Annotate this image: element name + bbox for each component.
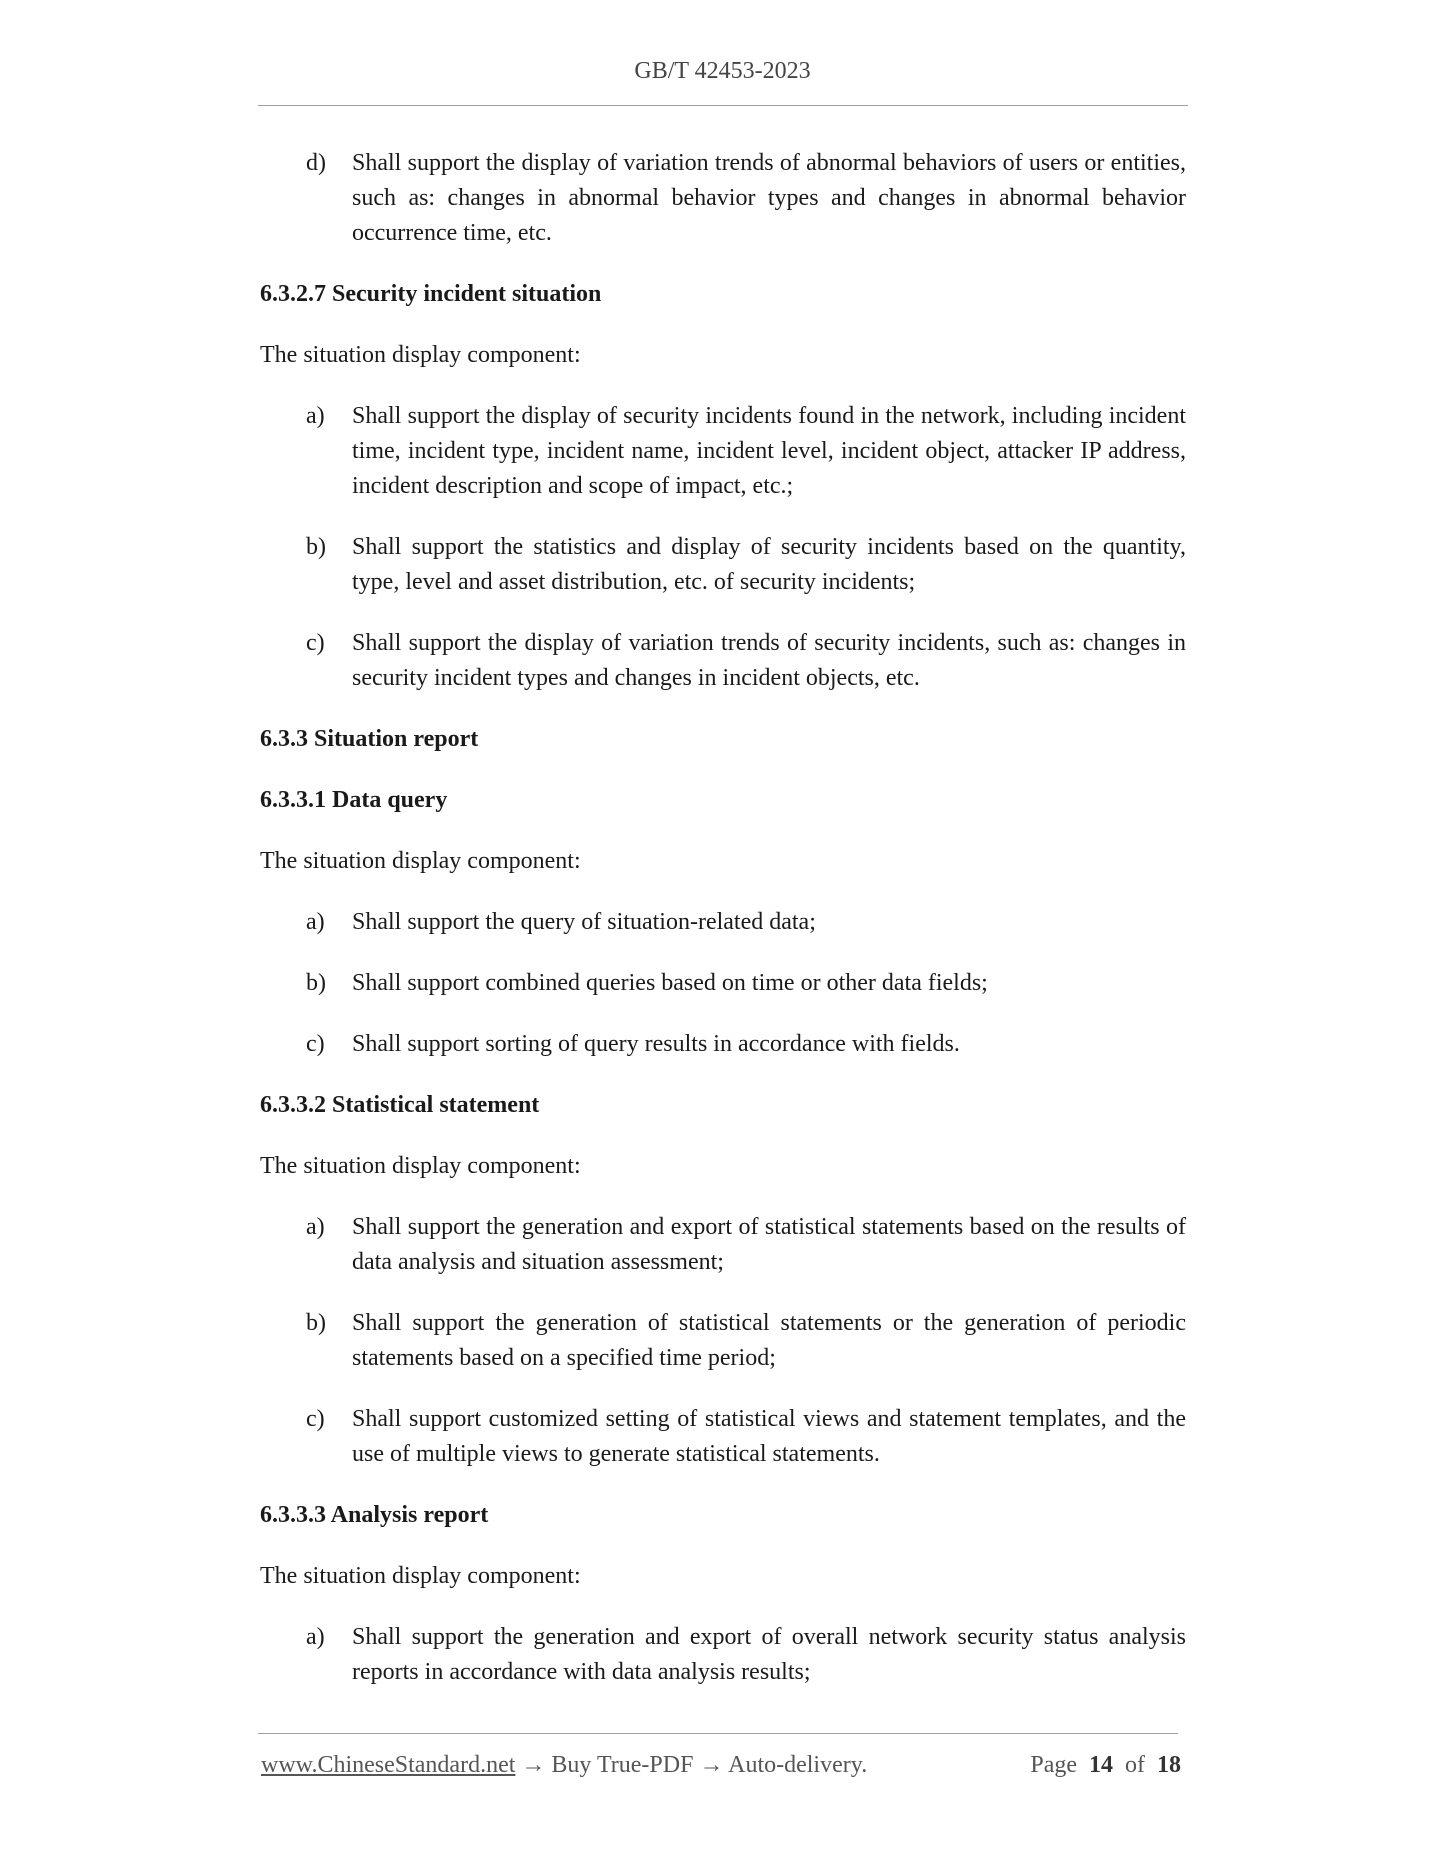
list-marker: c) xyxy=(306,1031,325,1057)
page-label: Page xyxy=(1030,1752,1077,1778)
footer xyxy=(261,1752,1181,1779)
intro-text: The situation display component: xyxy=(260,342,581,368)
website-link[interactable]: www.ChineseStandard.net xyxy=(261,1752,516,1778)
list-text: Shall support the generation and export of statistical statements based on the results of data analysis and situation assessment; xyxy=(352,1214,1186,1275)
list-item xyxy=(260,966,1186,1001)
list-marker: b) xyxy=(306,534,326,560)
intro-text: The situation display component: xyxy=(260,1153,581,1179)
list-item xyxy=(260,1210,1186,1280)
of-label: of xyxy=(1125,1752,1145,1778)
list-item xyxy=(260,905,1186,940)
page-number: 14 xyxy=(1089,1752,1113,1778)
list-text: Shall support the statistics and display of security incidents based on the quantity, type, level and asset distribution, etc. of security incidents; xyxy=(352,534,1186,595)
list-text: Shall support combined queries based on time or other data fields; xyxy=(352,970,988,996)
list-item xyxy=(260,146,1186,251)
list-text: Shall support sorting of query results in accordance with fields. xyxy=(352,1031,960,1057)
list-item xyxy=(260,530,1186,600)
list-marker: d) xyxy=(306,150,326,176)
list-text: Shall support the display of variation trends of abnormal behaviors of users or entities, such as: changes in abnormal behavior types and changes in abnormal behavior occurrence time, etc. xyxy=(352,150,1186,246)
list-marker: a) xyxy=(306,403,325,429)
header-divider xyxy=(258,105,1188,106)
list-item xyxy=(260,1620,1186,1690)
section-heading-6333: 6.3.3.3 Analysis report xyxy=(260,1502,489,1528)
footer-promo-text: → Buy True-PDF → Auto-delivery. xyxy=(515,1752,868,1778)
footer-divider xyxy=(258,1733,1178,1734)
page-body xyxy=(260,146,1186,1690)
list-text: Shall support the query of situation-related data; xyxy=(352,909,816,935)
page-total: 18 xyxy=(1157,1752,1181,1778)
list-text: Shall support the generation of statistical statements or the generation of periodic statements based on a specified time period; xyxy=(352,1310,1186,1371)
footer-promo xyxy=(261,1752,867,1779)
intro-text: The situation display component: xyxy=(260,848,581,874)
list-item xyxy=(260,1306,1186,1376)
list-marker: b) xyxy=(306,970,326,996)
list-text: Shall support the display of security incidents found in the network, including incident time, incident type, incident name, incident level, incident object, attacker IP address, incident description and scope of impact, etc.; xyxy=(352,403,1186,499)
list-text: Shall support customized setting of statistical views and statement templates, and the use of multiple views to generate statistical statements. xyxy=(352,1406,1186,1467)
section-heading-6331: 6.3.3.1 Data query xyxy=(260,787,448,813)
list-marker: c) xyxy=(306,1406,325,1432)
list-item xyxy=(260,626,1186,696)
list-marker: a) xyxy=(306,1624,325,1650)
section-heading-633: 6.3.3 Situation report xyxy=(260,726,479,752)
section-heading-6332: 6.3.3.2 Statistical statement xyxy=(260,1092,540,1118)
list-marker: c) xyxy=(306,630,325,656)
intro-text: The situation display component: xyxy=(260,1563,581,1589)
list-item xyxy=(260,1027,1186,1062)
list-text: Shall support the display of variation trends of security incidents, such as: changes in security incident types and changes in incident objects, etc. xyxy=(352,630,1186,691)
document-code-header: GB/T 42453-2023 xyxy=(634,58,811,84)
list-marker: a) xyxy=(306,1214,325,1240)
list-item xyxy=(260,399,1186,504)
list-marker: b) xyxy=(306,1310,326,1336)
list-text: Shall support the generation and export of overall network security status analysis reports in accordance with data analysis results; xyxy=(352,1624,1186,1685)
list-marker: a) xyxy=(306,909,325,935)
section-heading-6327: 6.3.2.7 Security incident situation xyxy=(260,281,602,307)
page-indicator xyxy=(1030,1752,1181,1779)
list-item xyxy=(260,1402,1186,1472)
